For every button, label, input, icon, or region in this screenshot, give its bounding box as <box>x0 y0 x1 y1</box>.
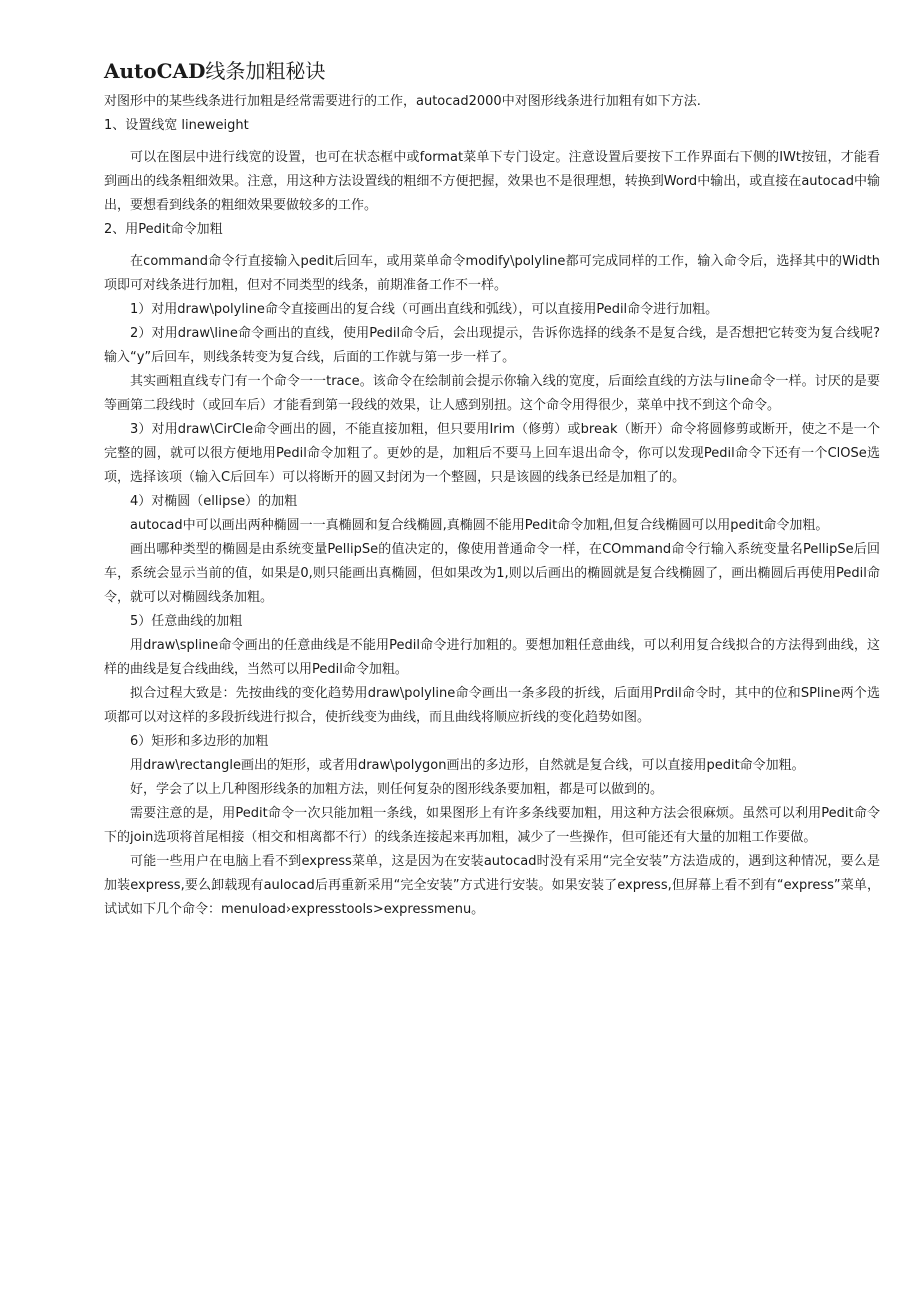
paragraph-summary: 好，学会了以上几种图形线条的加粗方法，则任何复杂的图形线条要加粗，都是可以做到的。 <box>130 782 664 797</box>
section-heading-lineweight: 1、设置线宽 lineweight <box>104 118 249 133</box>
subheading-curve: 5）任意曲线的加粗 <box>130 614 243 629</box>
title-chinese: 线条加粗秘诀 <box>205 59 326 83</box>
subheading-ellipse: 4）对椭圆（ellipse）的加粗 <box>130 494 298 509</box>
document-page <box>104 56 880 922</box>
intro-paragraph: 对图形中的某些线条进行加粗是经常需要进行的工作，autocad2000中对图形线条进行加粗有如下方法. <box>104 94 701 109</box>
paragraph-circle: 3）对用draw\CirCle命令画出的圆，不能直接加粗，但只要用Irim（修剪）或break（断开）命令将圆修剪或断开，使之不是一个完整的圆，就可以很方便地用Pedil命令加粗了。更妙的是，加粗后不要马上回车退出命令，你可以发现Pedil命令下还有一个ClOSe选项，选择该项（输入C后回车）可以将断开的圆又封闭为一个整圆，只是该圆的线条已经是加粗了的。 <box>104 422 880 485</box>
paragraph-lineweight: 可以在图层中进行线宽的设置，也可在状态框中或format菜单下专门设定。注意设置后要按下工作界面右下侧的IWt按钮，才能看到画出的线条粗细效果。注意，用这种方法设置线的粗细不方便把握，效果也不是很理想，转换到Word中输出，或直接在autocad中输出，要想看到线条的粗细效果要做较多的工作。 <box>104 150 880 213</box>
title-latin: AutoCAD <box>104 59 206 83</box>
paragraph-trace: 其实画粗直线专门有一个命令一一trace。该命令在绘制前会提示你输入线的宽度，后面绘直线的方法与line命令一样。讨厌的是要等画第二段线时（或回车后）才能看到第一段线的效果，让人感到别扭。这个命令用得很少，菜单中找不到这个命令。 <box>104 374 880 413</box>
paragraph-pedit-intro: 在command命令行直接输入pedit后回车，或用菜单命令modify\polyline都可完成同样的工作，输入命令后，选择其中的Width项即可对线条进行加粗，但对不同类型的线条，前期准备工作不一样。 <box>104 254 880 293</box>
section-heading-pedit: 2、用Pedit命令加粗 <box>104 222 223 237</box>
paragraph-pellipse: 画出哪种类型的椭圆是由系统变量PellipSe的值决定的，像使用普通命令一样，在COmmand命令行输入系统变量名PellipSe后回车，系统会显示当前的值，如果是0,则只能画出真椭圆，但如果改为1,则以后画出的椭圆就是复合线椭圆了，画出椭圆后再使用Pedil命令，就可以对椭圆线条加粗。 <box>104 542 880 605</box>
subheading-rectangle: 6）矩形和多边形的加粗 <box>130 734 269 749</box>
document-title <box>104 56 880 86</box>
paragraph-spline: 用draw\spline命令画出的任意曲线是不能用Pedil命令进行加粗的。要想加粗任意曲线，可以利用复合线拟合的方法得到曲线，这样的曲线是复合线曲线，当然可以用Pedil命令加粗。 <box>104 638 880 677</box>
paragraph-express: 可能一些用户在电脑上看不到express菜单，这是因为在安装autocad时没有采用“完全安装”方法造成的，遇到这种情况，要么是加装express,要么卸载现有aulocad后再重新采用“完全安装”方式进行安装。如果安装了express,但屏幕上看不到有“express”菜单，试试如下几个命令：menuload›expresstools>expressmenu。 <box>104 854 880 917</box>
paragraph-ellipse-types: autocad中可以画出两种椭圆一一真椭圆和复合线椭圆,真椭圆不能用Pedit命令加粗,但复合线椭圆可以用pedit命令加粗。 <box>130 518 829 533</box>
paragraph-polyline: 1）对用draw\polyline命令直接画出的复合线（可画出直线和弧线），可以直接用Pedil命令进行加粗。 <box>130 302 719 317</box>
paragraph-fitting: 拟合过程大致是：先按曲线的变化趋势用draw\polyline命令画出一条多段的折线，后面用Prdil命令时，其中的位和SPline两个选项都可以对这样的多段折线进行拟合，使折线变为曲线，而且曲线将顺应折线的变化趋势如图。 <box>104 686 880 725</box>
paragraph-line: 2）对用draw\line命令画出的直线，使用Pedil命令后，会出现提示，告诉你选择的线条不是复合线，是否想把它转变为复合线呢?输入“y”后回车，则线条转变为复合线，后面的工作就与第一步一样了。 <box>104 326 880 365</box>
paragraph-join: 需要注意的是，用Pedit命令一次只能加粗一条线，如果图形上有许多条线要加粗，用这种方法会很麻烦。虽然可以利用Pedit命令下的join选项将首尾相接（相交和相离都不行）的线条连接起来再加粗，减少了一些操作，但可能还有大量的加粗工作要做。 <box>104 806 880 845</box>
paragraph-rectangle: 用draw\rectangle画出的矩形，或者用draw\polygon画出的多边形，自然就是复合线，可以直接用pedit命令加粗。 <box>130 758 805 773</box>
